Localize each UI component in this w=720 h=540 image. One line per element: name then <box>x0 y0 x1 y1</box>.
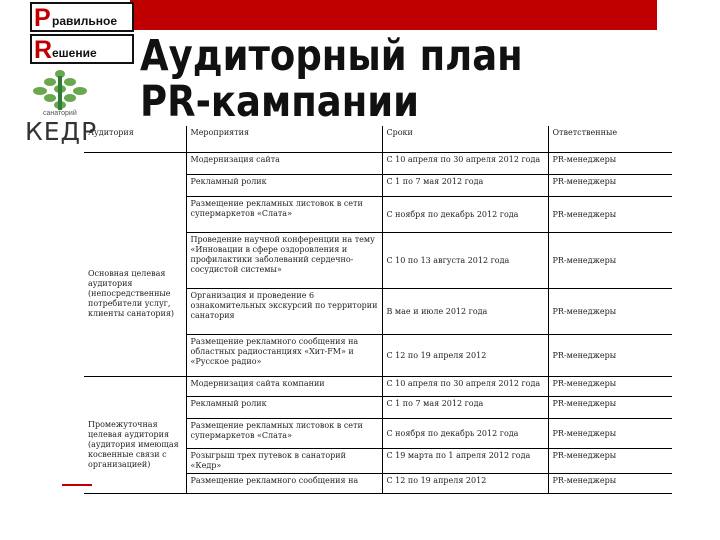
term-cell: С 1 по 7 мая 2012 года <box>382 397 548 419</box>
responsible-cell: PR-менеджеры <box>548 474 672 494</box>
logo-subtitle: санаторий <box>43 110 77 117</box>
cedar-tree-icon <box>25 68 95 112</box>
event-cell: Модернизация сайта <box>186 153 382 175</box>
event-cell: Размещение рекламных листовок в сети супермаркетов «Слата» <box>186 419 382 449</box>
term-cell: С 10 апреля по 30 апреля 2012 года <box>382 377 548 397</box>
audience-cell-intermediate: Промежуточная целевая аудитория (аудитория имеющая косвенные связи с организацией) <box>84 377 186 494</box>
responsible-cell: PR-менеджеры <box>548 449 672 474</box>
audience-cell-primary: Основная целевая аудитория (непосредственные потребители услуг, клиенты санатория) <box>84 153 186 377</box>
header-responsible: Ответственные <box>548 126 672 153</box>
term-cell: С 12 по 19 апреля 2012 <box>382 335 548 377</box>
event-cell: Размещение рекламного сообщения на областных радиостанциях «Хит-FM» и «Русское радио» <box>186 335 382 377</box>
event-cell: Розыгрыш трех путевок в санаторий «Кедр» <box>186 449 382 474</box>
slide-title: Аудиторный план PR-кампании <box>140 31 523 127</box>
event-cell: Проведение научной конференции на тему «Инновации в сфере оздоровления и профилактики заболеваний сердечно-сосудистой системы» <box>186 233 382 289</box>
responsible-cell: PR-менеджеры <box>548 175 672 197</box>
pravilnoe-reshenie-logo <box>30 2 134 64</box>
audience-plan-table <box>84 126 672 494</box>
logo-name: КЕДР <box>25 117 98 146</box>
header-events: Мероприятия <box>186 126 382 153</box>
responsible-cell: PR-менеджеры <box>548 397 672 419</box>
logo-letter-r: R <box>34 36 53 64</box>
event-cell: Модернизация сайта компании <box>186 377 382 397</box>
responsible-cell: PR-менеджеры <box>548 377 672 397</box>
logo-line-2 <box>30 34 134 64</box>
responsible-cell: PR-менеджеры <box>548 233 672 289</box>
logo-word-2: ешение <box>52 46 97 60</box>
event-cell: Рекламный ролик <box>186 397 382 419</box>
top-accent-bar <box>130 0 657 30</box>
term-cell: С ноября по декабрь 2012 года <box>382 419 548 449</box>
table-row <box>84 153 672 175</box>
term-cell: С ноября по декабрь 2012 года <box>382 197 548 233</box>
term-cell: С 19 марта по 1 апреля 2012 года <box>382 449 548 474</box>
logo-letter-p: P <box>34 4 51 32</box>
event-cell: Рекламный ролик <box>186 175 382 197</box>
responsible-cell: PR-менеджеры <box>548 153 672 175</box>
responsible-cell: PR-менеджеры <box>548 289 672 335</box>
event-cell: Размещение рекламных листовок в сети супермаркетов «Слата» <box>186 197 382 233</box>
term-cell: С 12 по 19 апреля 2012 <box>382 474 548 494</box>
term-cell: С 10 по 13 августа 2012 года <box>382 233 548 289</box>
term-cell: С 1 по 7 мая 2012 года <box>382 175 548 197</box>
logo-line-1 <box>30 2 134 32</box>
header-terms: Сроки <box>382 126 548 153</box>
term-cell: С 10 апреля по 30 апреля 2012 года <box>382 153 548 175</box>
audience-plan-table-container <box>84 126 672 510</box>
responsible-cell: PR-менеджеры <box>548 197 672 233</box>
event-cell: Организация и проведение 6 ознакомительных экскурсий по территории санатория <box>186 289 382 335</box>
header-audience: Аудитория <box>84 126 186 153</box>
table-row <box>84 377 672 397</box>
responsible-cell: PR-менеджеры <box>548 335 672 377</box>
term-cell: В мае и июле 2012 года <box>382 289 548 335</box>
red-accent-line <box>62 484 92 486</box>
event-cell: Размещение рекламного сообщения на <box>186 474 382 494</box>
logo-word-1: равильное <box>52 14 118 28</box>
responsible-cell: PR-менеджеры <box>548 419 672 449</box>
table-header-row <box>84 126 672 153</box>
